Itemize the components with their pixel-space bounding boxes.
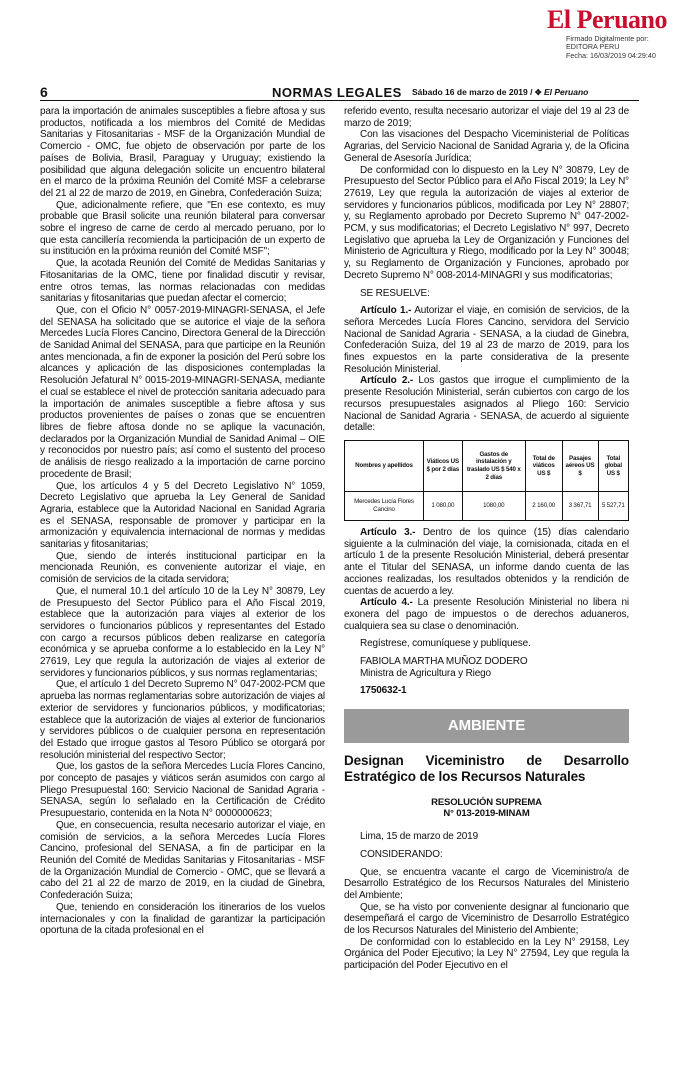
table-cell: 5 527,71: [598, 491, 628, 520]
page-number: 6: [40, 84, 48, 100]
table-cell: Mercedes Lucía Flores Cancino: [345, 491, 424, 520]
el-peruano-logo: El Peruano: [547, 5, 667, 34]
resolution-heading: [344, 797, 629, 819]
paragraph: Que, la acotada Reunión del Comité de Medidas Sanitarias y Fitosanitarias de la OMC, tiene por finalidad discutir y revisar, entre otros temas, las normas relacionadas con medidas sanitarias y fitosanitarias que puedan afectar el comercio;: [40, 258, 325, 305]
signer-role: Ministra de Agricultura y Riego: [360, 667, 491, 679]
paragraph: Que, se encuentra vacante el cargo de Viceministro/a de Desarrollo Estratégico de los Recursos Naturales del Ministerio del Ambiente;: [344, 866, 629, 901]
resolution-title: RESOLUCIÓN SUPREMA: [431, 797, 542, 809]
table-header-cell: Total de viáticos US $: [525, 440, 562, 491]
header-brand-icon: ✥: [534, 88, 542, 97]
paragraph: Con las visaciones del Despacho Viceministerial de Políticas Agrarias, del Servicio Nacional de Sanidad Agraria y, de la Oficina General de Asesoría Jurídica;: [344, 129, 629, 164]
table-header-row: [345, 440, 629, 491]
closing-formula: Regístrese, comuníquese y publíquese.: [360, 638, 531, 650]
page-header: [40, 84, 639, 101]
table-header-cell: Total global US $: [598, 440, 628, 491]
table-cell: 2 160,00: [525, 491, 562, 520]
paragraph: para la importación de animales susceptibles a fiebre aftosa y sus productos, notificada a los miembros del Comité de Medidas Sanitarias y Fitosanitarias - MSF de la Organización Mundial de Comercio - OMC, fue objeto de observación por parte de los países de Bolivia, Brasil, Paraguay y Uruguay; existiendo la posibilidad que alguna delegación solicite un encuentro bilateral en el marco de la próxima Reunión del Comité MSF a celebrarse del 21 al 22 de marzo de 2019, en Ginebra, Confederación Suiza;: [40, 106, 325, 199]
paragraph: Que, se ha visto por conveniente designar al funcionario que desempeñará el cargo de Viceministro de Desarrollo Estratégico de los Recursos Naturales del Ministerio del Ambiente;: [344, 901, 629, 937]
left-column: [40, 106, 325, 937]
resolve-heading: SE RESUELVE:: [360, 287, 430, 299]
place-date: Lima, 15 de marzo de 2019: [360, 831, 478, 843]
paragraph: Que, el artículo 1 del Decreto Supremo N° 047-2002-PCM que aprueba las normas reglamentarias sobre autorización de viajes al exterior de servidores y funcionarios públicos, y modificatorias; establece que la autorización de viajes al exterior de funcionarios y servidores públicos o de cualquier persona en representación del Estado que irrogue gastos al Tesoro Público se otorgará por resolución ministerial del respectivo Sector;: [40, 679, 325, 761]
table-cell: 3 367,71: [562, 491, 598, 520]
paragraph: Que, con el Oficio N° 0057-2019-MINAGRI-SENASA, el Jefe del SENASA ha solicitado que se autorice el viaje de la señora Mercedes Lucía Flores Cancino, Directora General de la Dirección de Sanidad Animal del SENASA, para que participe en la Reunión antes mencionada, a fin de exponer la posición del Perú sobre los alcances y aplicación de las disposiciones contempladas la Resolución Jefatural N° 0015-2019-MINAGRI-SENASA, mediante el cual se establece el nivel de protección sanitaria adecuado para la importación de animales susceptible a fiebre aftosa y sus productos provenientes de países o zonas que se encuentren libres de fiebre aftosa donde no se aplique la vacunación, declarados por la Organización Mundial de Sanidad Animal – OIE y reconocidos por nuestro país; así como el sustento del proceso de análisis de riesgo realizado a la importación de carne porcino procedente de Brasil;: [40, 304, 325, 480]
table-cell: 1 080,00: [424, 491, 463, 520]
paragraph: Que, siendo de interés institucional participar en la mencionada Reunión, es conveniente autorizar el viaje, en comisión de servicios de la citada servidora;: [40, 550, 325, 586]
article-1: Artículo 1.- Autorizar el viaje, en comisión de servicios, de la señora Mercedes Lucía Flores Cancino, servidora del Servicio Nacional de Sanidad Agraria - SENASA, a la ciudad de Ginebra, Confederación Suiza, del 19 al 23 de marzo de 2019, para los fines expuestos en la parte considerativa de la presente Resolución Ministerial.: [344, 305, 629, 375]
right-column: [344, 106, 629, 972]
resolution-number: N° 013-2019-MINAM: [443, 808, 530, 820]
article-4: Artículo 4.- La presente Resolución Ministerial no libera ni exonera del pago de impuestos o de derechos aduaneros, cualquiera sea su clase o denominación.: [344, 597, 629, 632]
paragraph: Que, los artículos 4 y 5 del Decreto Legislativo N° 1059, Decreto Legislativo que aprueba la Ley General de Sanidad Agraria, establece que la Autoridad Nacional en Sanidad Agraria es el SENASA, responsable de promover y participar en la armonización y equivalencia internacional de normas y medidas sanitarias y fitosanitarias;: [40, 480, 325, 551]
paragraph: Que, los gastos de la señora Mercedes Lucía Flores Cancino, por concepto de pasajes y viáticos serán asumidos con cargo al Pliego Presupuestal 160: Servicio Nacional de Sanidad Agraria - SENASA, según lo señalado en la Certificación de Crédito Presupuestario, contenida en la Nota N° 0000000623;: [40, 761, 325, 820]
document-code: 1750632-1: [360, 685, 407, 697]
header-date: Sábado 16 de marzo de 2019 / ✥ El Peruano: [412, 87, 589, 97]
table-header-cell: Gastos de instalación y traslado US $ 540 x 2 días: [462, 440, 525, 491]
paragraph: referido evento, resulta necesario autorizar el viaje del 19 al 23 de marzo de 2019;: [344, 106, 629, 129]
table-row: [345, 491, 629, 520]
paragraph: De conformidad con lo establecido en la Ley N° 29158, Ley Orgánica del Poder Ejecutivo; la Ley N° 27594, Ley que regula la participación del Poder Ejecutivo en el: [344, 936, 629, 972]
table-cell: 1080,00: [462, 491, 525, 520]
table-header-cell: Viáticos US $ por 2 días: [424, 440, 463, 491]
digital-signature: Firmado Digitalmente por: EDITORA PERU Fecha: 16/03/2019 04:29:40: [566, 34, 656, 60]
considerando-heading: CONSIDERANDO:: [360, 848, 443, 860]
paragraph: Que, en consecuencia, resulta necesario autorizar el viaje, en comisión de servicios, a la señora Mercedes Lucía Flores Cancino, profesional del SENASA, a fin de participar en la Reunión del Comité de Medidas Sanitarias y Fitosanitarias - MSF de la Organización Mundial de Comercio - OMC, que se llevará a cabo del 21 al 22 de marzo de 2019, en la ciudad de Ginebra, Confederación Suiza;: [40, 819, 325, 902]
paragraph: De conformidad con lo dispuesto en la Ley N° 30879, Ley de Presupuesto del Sector Público para el Año Fiscal 2019; la Ley N° 27619, Ley que regula la autorización de viajes al exterior de servidores y funcionarios públicos, modificada por Ley N° 28807; y, su Reglamento aprobado por Decreto Supremo N° 047-2002-PCM, y sus modificatorias; el Decreto Legislativo N° 997, Decreto Legislativo que aprueba la Ley de Organización y Funciones del Ministerio de Agricultura y Riego, modificado por la Ley N° 30048; y, su Reglamento de Organización y Funciones, aprobado por Decreto Supremo N° 008-2014-MINAGRI y sus modificatorias;: [344, 164, 629, 281]
section-title: NORMAS LEGALES: [272, 85, 402, 100]
table-header-cell: Pasajes aéreos US $: [562, 440, 598, 491]
article-2: Artículo 2.- Los gastos que irrogue el cumplimiento de la presente Resolución Ministerial, serán cubiertos con cargo de los recursos presupuestales asignados al Pliego 160: Servicio Nacional de Sanidad Agraria - SENASA, de acuerdo al siguiente detalle:: [344, 375, 629, 434]
table-header-cell: Nombres y apellidos: [345, 440, 424, 491]
article-3: Artículo 3.- Dentro de los quince (15) días calendario siguiente a la culminación del viaje, la comisionada, citada en el artículo 1 de la presente Resolución Ministerial, deberá presentar ante el Titular del SENASA, un informe dando cuenta de las acciones realizadas, los resultados obtenidos y la rendición de cuentas de acuerdo a ley.: [344, 526, 629, 597]
paragraph: Que, teniendo en consideración los itinerarios de los vuelos internacionales y con la finalidad de garantizar la participación oportuna de la citada profesional en el: [40, 901, 325, 937]
expense-table: [344, 440, 629, 521]
paragraph: Que, el numeral 10.1 del artículo 10 de la Ley N° 30879, Ley de Presupuesto del Sector Público para el Año Fiscal 2019, establece que la autorización para viajes al exterior de los servidores o funcionarios públicos y representantes del Estado con cargo a recursos públicos deben realizarse en categoría económica y se aprueba conforme a lo establecido en la Ley N° 27619, Ley que regula la autorización de viajes al exterior de servidores y funcionarios públicos, y sus normas reglamentarias;: [40, 585, 325, 679]
norm-title: Designan Viceministro de Desarrollo Estratégico de los Recursos Naturales: [344, 753, 629, 785]
paragraph: Que, adicionalmente refiere, que "En ese contexto, es muy probable que Brasil solicite una reunión bilateral para conversar sobre el ingreso de carne de cerdo al mercado peruano, por lo que esta cancillería recomienda la participación de un experto de su institución en la próxima reunión del Comité MSF";: [40, 199, 325, 258]
signer-name: FABIOLA MARTHA MUÑOZ DODERO: [360, 656, 528, 668]
section-band: AMBIENTE: [344, 709, 629, 743]
